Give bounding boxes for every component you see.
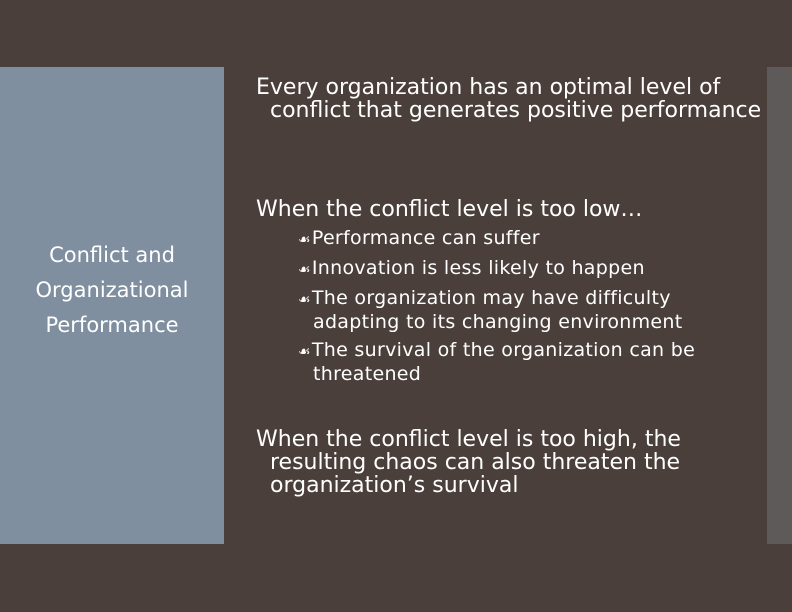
slide-title-line: Performance: [45, 313, 179, 337]
paragraph-conflict-too-high: When the conflict level is too high, the resulting chaos can also threaten the organization’s survival: [256, 427, 681, 498]
bullet-icon: ☙: [298, 262, 311, 278]
sidebar-panel: [0, 67, 224, 544]
bullet-icon: ☙: [298, 232, 311, 248]
bullet-icon: ☙: [298, 292, 311, 308]
list-item: ☙Performance can suffer: [298, 227, 540, 249]
list-item: ☙Innovation is less likely to happen: [298, 257, 645, 279]
right-accent-bar: [767, 67, 792, 544]
slide-title: [12, 238, 212, 343]
bullet-icon: ☙: [298, 344, 311, 360]
low-conflict-effects-list: [298, 227, 758, 391]
paragraph-conflict-too-low: When the conflict level is too low…: [256, 197, 643, 222]
list-item: ☙The survival of the organization can be threatened: [298, 339, 696, 385]
slide-title-line: Conflict and: [49, 243, 175, 267]
paragraph-optimal-conflict: Every organization has an optimal level of conflict that generates positive performance: [256, 75, 762, 123]
list-item: ☙The organization may have difficulty adapting to its changing environment: [298, 287, 683, 333]
slide-title-line: Organizational: [35, 278, 189, 302]
